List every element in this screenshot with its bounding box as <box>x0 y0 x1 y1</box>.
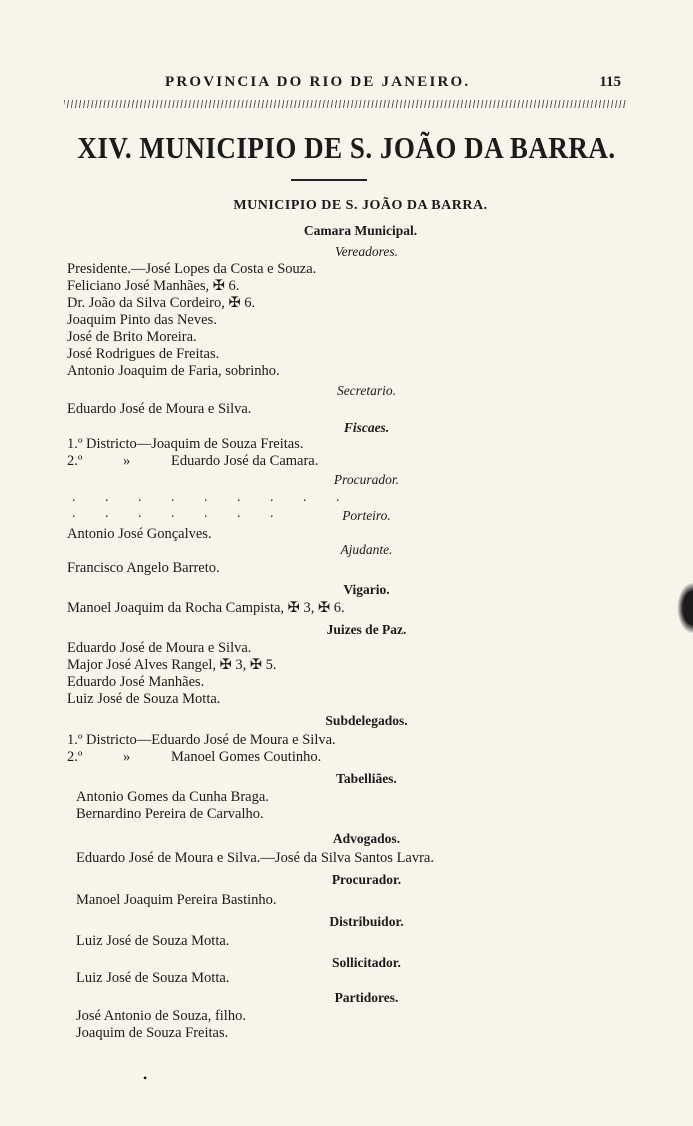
chapter-title: XIV. MUNICIPIO DE S. JOÃO DA BARRA. <box>77 131 616 165</box>
footer-mark: • <box>143 1071 148 1085</box>
subdelegados-heading: Subdelegados. <box>325 713 408 728</box>
tabelliaes-heading: Tabelliães. <box>336 771 397 786</box>
juiz-line: Luiz José de Souza Motta. <box>67 691 221 707</box>
juiz-line: Eduardo José de Moura e Silva. <box>67 640 252 656</box>
distribuidor-heading: Distribuidor. <box>329 914 404 929</box>
vereadores-heading: Vereadores. <box>334 244 399 259</box>
district-name: Eduardo José da Camara. <box>171 453 319 469</box>
subdelegado-line <box>67 749 321 766</box>
tabelliao-line: Bernardino Pereira de Carvalho. <box>76 806 264 822</box>
tabelliao-line: Antonio Gomes da Cunha Braga. <box>76 789 269 805</box>
procurador-cm-heading: Procurador. <box>333 472 400 487</box>
leader-dots: . . . . . . . . . . . . . . . . <box>72 490 353 521</box>
partidores-heading: Partidores. <box>334 990 399 1005</box>
ornament-rule <box>64 100 626 108</box>
district-number: 1.º Districto— <box>67 436 152 452</box>
district-number: 2.º <box>67 749 83 765</box>
ditto-mark: » <box>123 453 131 469</box>
running-head <box>0 74 693 96</box>
ditto-mark: » <box>123 749 131 765</box>
subdelegado-line <box>67 732 336 749</box>
advogado-line: Eduardo José de Moura e Silva.—José da Silva Santos Lavra. <box>76 850 434 866</box>
ajudante-line: Francisco Angelo Barreto. <box>67 560 220 576</box>
district-number: 1.º Districto— <box>67 732 152 748</box>
vereador-line: Presidente.—José Lopes da Costa e Souza. <box>67 261 317 277</box>
fiscaes-heading: Fiscaes. <box>343 420 390 435</box>
partidor-line: Joaquim de Souza Freitas. <box>76 1025 229 1041</box>
vereador-line: Dr. João da Silva Cordeiro, ✠ 6. <box>67 295 256 311</box>
vereador-line: Joaquim Pinto das Neves. <box>67 312 217 328</box>
secretario-line: Eduardo José de Moura e Silva. <box>67 401 252 417</box>
porteiro-line: Antonio José Gonçalves. <box>67 526 212 542</box>
district-name: Joaquim de Souza Freitas. <box>151 436 304 452</box>
partidor-line: José Antonio de Souza, filho. <box>76 1008 246 1024</box>
procurador-heading: Procurador. <box>331 872 402 887</box>
vereador-line: Feliciano José Manhães, ✠ 6. <box>67 278 240 294</box>
title-rule <box>291 179 367 181</box>
ink-stain <box>677 582 693 634</box>
district-name: Eduardo José de Moura e Silva. <box>151 732 336 748</box>
secretario-heading: Secretario. <box>336 383 397 398</box>
juiz-line: Eduardo José Manhães. <box>67 674 205 690</box>
municipio-heading: MUNICIPIO DE S. JOÃO DA BARRA. <box>233 198 488 213</box>
sollicitador-line: Luiz José de Souza Motta. <box>76 970 230 986</box>
vigario-line: Manoel Joaquim da Rocha Campista, ✠ 3, ✠ 6. <box>67 600 345 616</box>
procurador-line: Manoel Joaquim Pereira Bastinho. <box>76 892 277 908</box>
running-title: PROVINCIA DO RIO DE JANEIRO. <box>165 74 471 90</box>
sollicitador-heading: Sollicitador. <box>332 955 401 970</box>
distribuidor-line: Luiz José de Souza Motta. <box>76 933 230 949</box>
district-number: 2.º <box>67 453 83 469</box>
juiz-line: Major José Alves Rangel, ✠ 3, ✠ 5. <box>67 657 277 673</box>
vereador-line: Antonio Joaquim de Faria, sobrinho. <box>67 363 280 379</box>
camara-heading: Camara Municipal. <box>303 223 418 238</box>
advogados-heading: Advogados. <box>332 831 401 846</box>
juizes-heading: Juizes de Paz. <box>326 622 407 637</box>
district-name: Manoel Gomes Coutinho. <box>171 749 322 765</box>
vigario-heading: Vigario. <box>343 582 390 597</box>
vereador-line: José Rodrigues de Freitas. <box>67 346 220 362</box>
fiscal-line <box>67 453 318 470</box>
page-number: 115 <box>599 74 621 90</box>
vereador-line: José de Brito Moreira. <box>67 329 197 345</box>
fiscal-line <box>67 436 303 453</box>
porteiro-heading: Porteiro. <box>342 508 391 523</box>
ajudante-heading: Ajudante. <box>340 542 393 557</box>
